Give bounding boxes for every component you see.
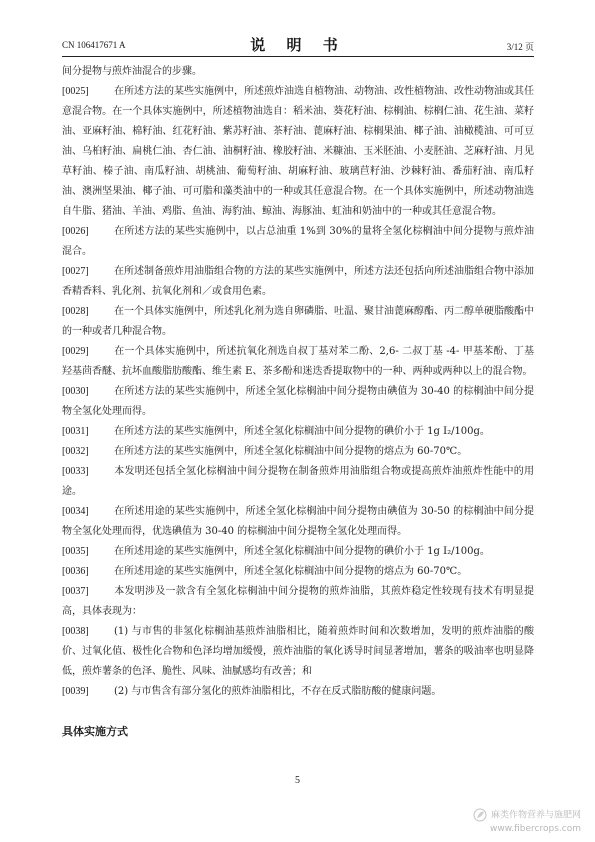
paragraph [62,462,534,502]
paragraph [62,582,534,622]
document-body [62,62,534,742]
paragraph-number: [0025] [62,86,89,97]
paragraph-text: 在所述方法的某些实施例中，所述全氢化棕榈油中间分提物的碘价小于 1g I₂/100g。 [114,426,490,437]
paragraph [62,342,534,382]
paragraph-number: [0031] [62,426,89,437]
section-heading: 具体实施方式 [62,725,128,738]
paragraph [62,382,534,422]
paragraph-number: [0038] [62,626,89,637]
paragraph [62,442,534,462]
paragraph-text: 在所述方法的某些实施例中，所述全氢化棕榈油中间分提物由碘值为 30-40 的棕榈油中间分提物全氢化处理而得。 [62,386,534,417]
paragraph-text: 在一个具体实施例中，所述乳化剂为选自卵磷脂、吐温、聚甘油蓖麻醇酯、丙二醇单硬脂酸酯中的一种或者几种混合物。 [62,306,534,337]
watermark-line-1: 麻类作物营养与施肥网 [490,810,581,821]
paragraph [62,302,534,342]
paragraph-text: 在所述用途的某些实施例中，所述全氢化棕榈油中间分提物的碘价小于 1g I₂/100g。 [114,546,490,557]
leaf-logo-icon [473,808,487,822]
paragraph-text: 在所述方法的某些实施例中，以占总油重 1%到 30%的量将全氢化棕榈油中间分提物与煎炸油混合。 [62,226,534,257]
intro-line: 间分提物与煎炸油混合的步骤。 [62,66,202,77]
paragraph-number: [0037] [62,586,89,597]
watermark [473,808,581,836]
paragraph-number: [0026] [62,226,89,237]
paragraph [62,622,534,682]
paragraph-text: 在所述用途的某些实施例中，所述全氢化棕榈油中间分提物由碘值为 30-50 的棕榈油中间分提物全氢化处理而得，优选碘值为 30-40 的棕榈油中间分提物全氢化处理而得。 [62,506,534,537]
header-rule [62,56,534,57]
page-header [62,34,534,54]
paragraph-number: [0032] [62,446,89,457]
paragraph-text: 本发明还包括全氢化棕榈油中间分提物在制备煎炸用油脂组合物或提高煎炸油煎炸性能中的用途。 [62,466,534,497]
paragraph-text: 本发明涉及一款含有全氢化棕榈油中间分提物的煎炸油脂，其煎炸稳定性较现有技术有明显提高，具体表现为： [62,586,534,617]
paragraph [62,562,534,582]
paragraph-number: [0028] [62,306,89,317]
document-id: CN 106417671 A [62,40,126,50]
paragraph-number: [0027] [62,266,89,277]
paragraph-list [62,82,534,702]
paragraph-text: 在所述方法的某些实施例中，所述全氢化棕榈油中间分提物的熔点为 60-70℃。 [114,446,468,457]
page-indicator: 3/12 页 [506,42,534,52]
paragraph-number: [0029] [62,346,89,357]
paragraph-text: 在所述用途的某些实施例中，所述全氢化棕榈油中间分提物的熔点为 60-70℃。 [114,566,468,577]
paragraph-number: [0039] [62,686,89,697]
paragraph [62,222,534,262]
page-number: 5 [295,775,300,786]
paragraph-number: [0034] [62,506,89,517]
paragraph [62,422,534,442]
document-title: 说 明 书 [250,36,346,54]
paragraph-text: (2) 与市售含有部分氢化的煎炸油脂相比，不存在反式脂肪酸的健康问题。 [114,686,442,697]
paragraph-number: [0035] [62,546,89,557]
paragraph-number: [0030] [62,386,89,397]
paragraph [62,82,534,222]
paragraph [62,682,534,702]
paragraph-number: [0033] [62,466,89,477]
paragraph-text: 在所述方法的某些实施例中，所述煎炸油选自植物油、动物油、改性植物油、改性动物油或其任意混合物。在一个具体实施例中，所述植物油选自：稻米油、葵花籽油、棕榈油、棕榈仁油、花生油、菜籽油、亚麻籽油、棉籽油、红花籽油、紫苏籽油、茶籽油、蓖麻籽油、棕榈果油、椰子油、油橄榄油、可可豆油、乌桕籽油、扁桃仁油、杏仁油、油桐籽油、橡胶籽油、米糠油、玉米胚油、小麦胚油、芝麻籽油、月见草籽油、榛子油、南瓜籽油、胡桃油、葡萄籽油、胡麻籽油、玻璃苣籽油、沙棘籽油、番茄籽油、南瓜籽油、澳洲坚果油、椰子油、可可脂和藻类油中的一种或其任意混合物。在一个具体实施例中，所述动物油选自牛脂、猪油、羊油、鸡脂、鱼油、海豹油、鲸油、海豚油、虹油和奶油中的一种或其任意混合物。 [62,86,534,217]
watermark-line-2: www.fibercrops.com [490,823,581,834]
paragraph-text: 在一个具体实施例中，所述抗氧化剂选自叔丁基对苯二酚、2,6- 二叔丁基 -4- 甲基苯酚、丁基羟基茴香醚、抗坏血酸脂肪酸酯、维生素 E、茶多酚和迷迭香提取物中的一种、两种或两种以上的混合物。 [62,346,534,377]
paragraph [62,502,534,542]
paragraph-text: 在所述制备煎炸用油脂组合物的方法的某些实施例中，所述方法还包括向所述油脂组合物中添加香精香料、乳化剂、抗氧化剂和／或食用色素。 [62,266,534,297]
paragraph [62,262,534,302]
paragraph-text: (1) 与市售的非氢化棕榈油基煎炸油脂相比，随着煎炸时间和次数增加，发明的煎炸油脂的酸价、过氧化值、极性化合物和色泽均增加缓慢，煎炸油脂的氧化诱导时间显著增加，薯条的吸油率也明显降低，煎炸薯条的色泽、脆性、风味、油腻感均有改善；和 [62,626,534,677]
paragraph-number: [0036] [62,566,89,577]
paragraph [62,542,534,562]
